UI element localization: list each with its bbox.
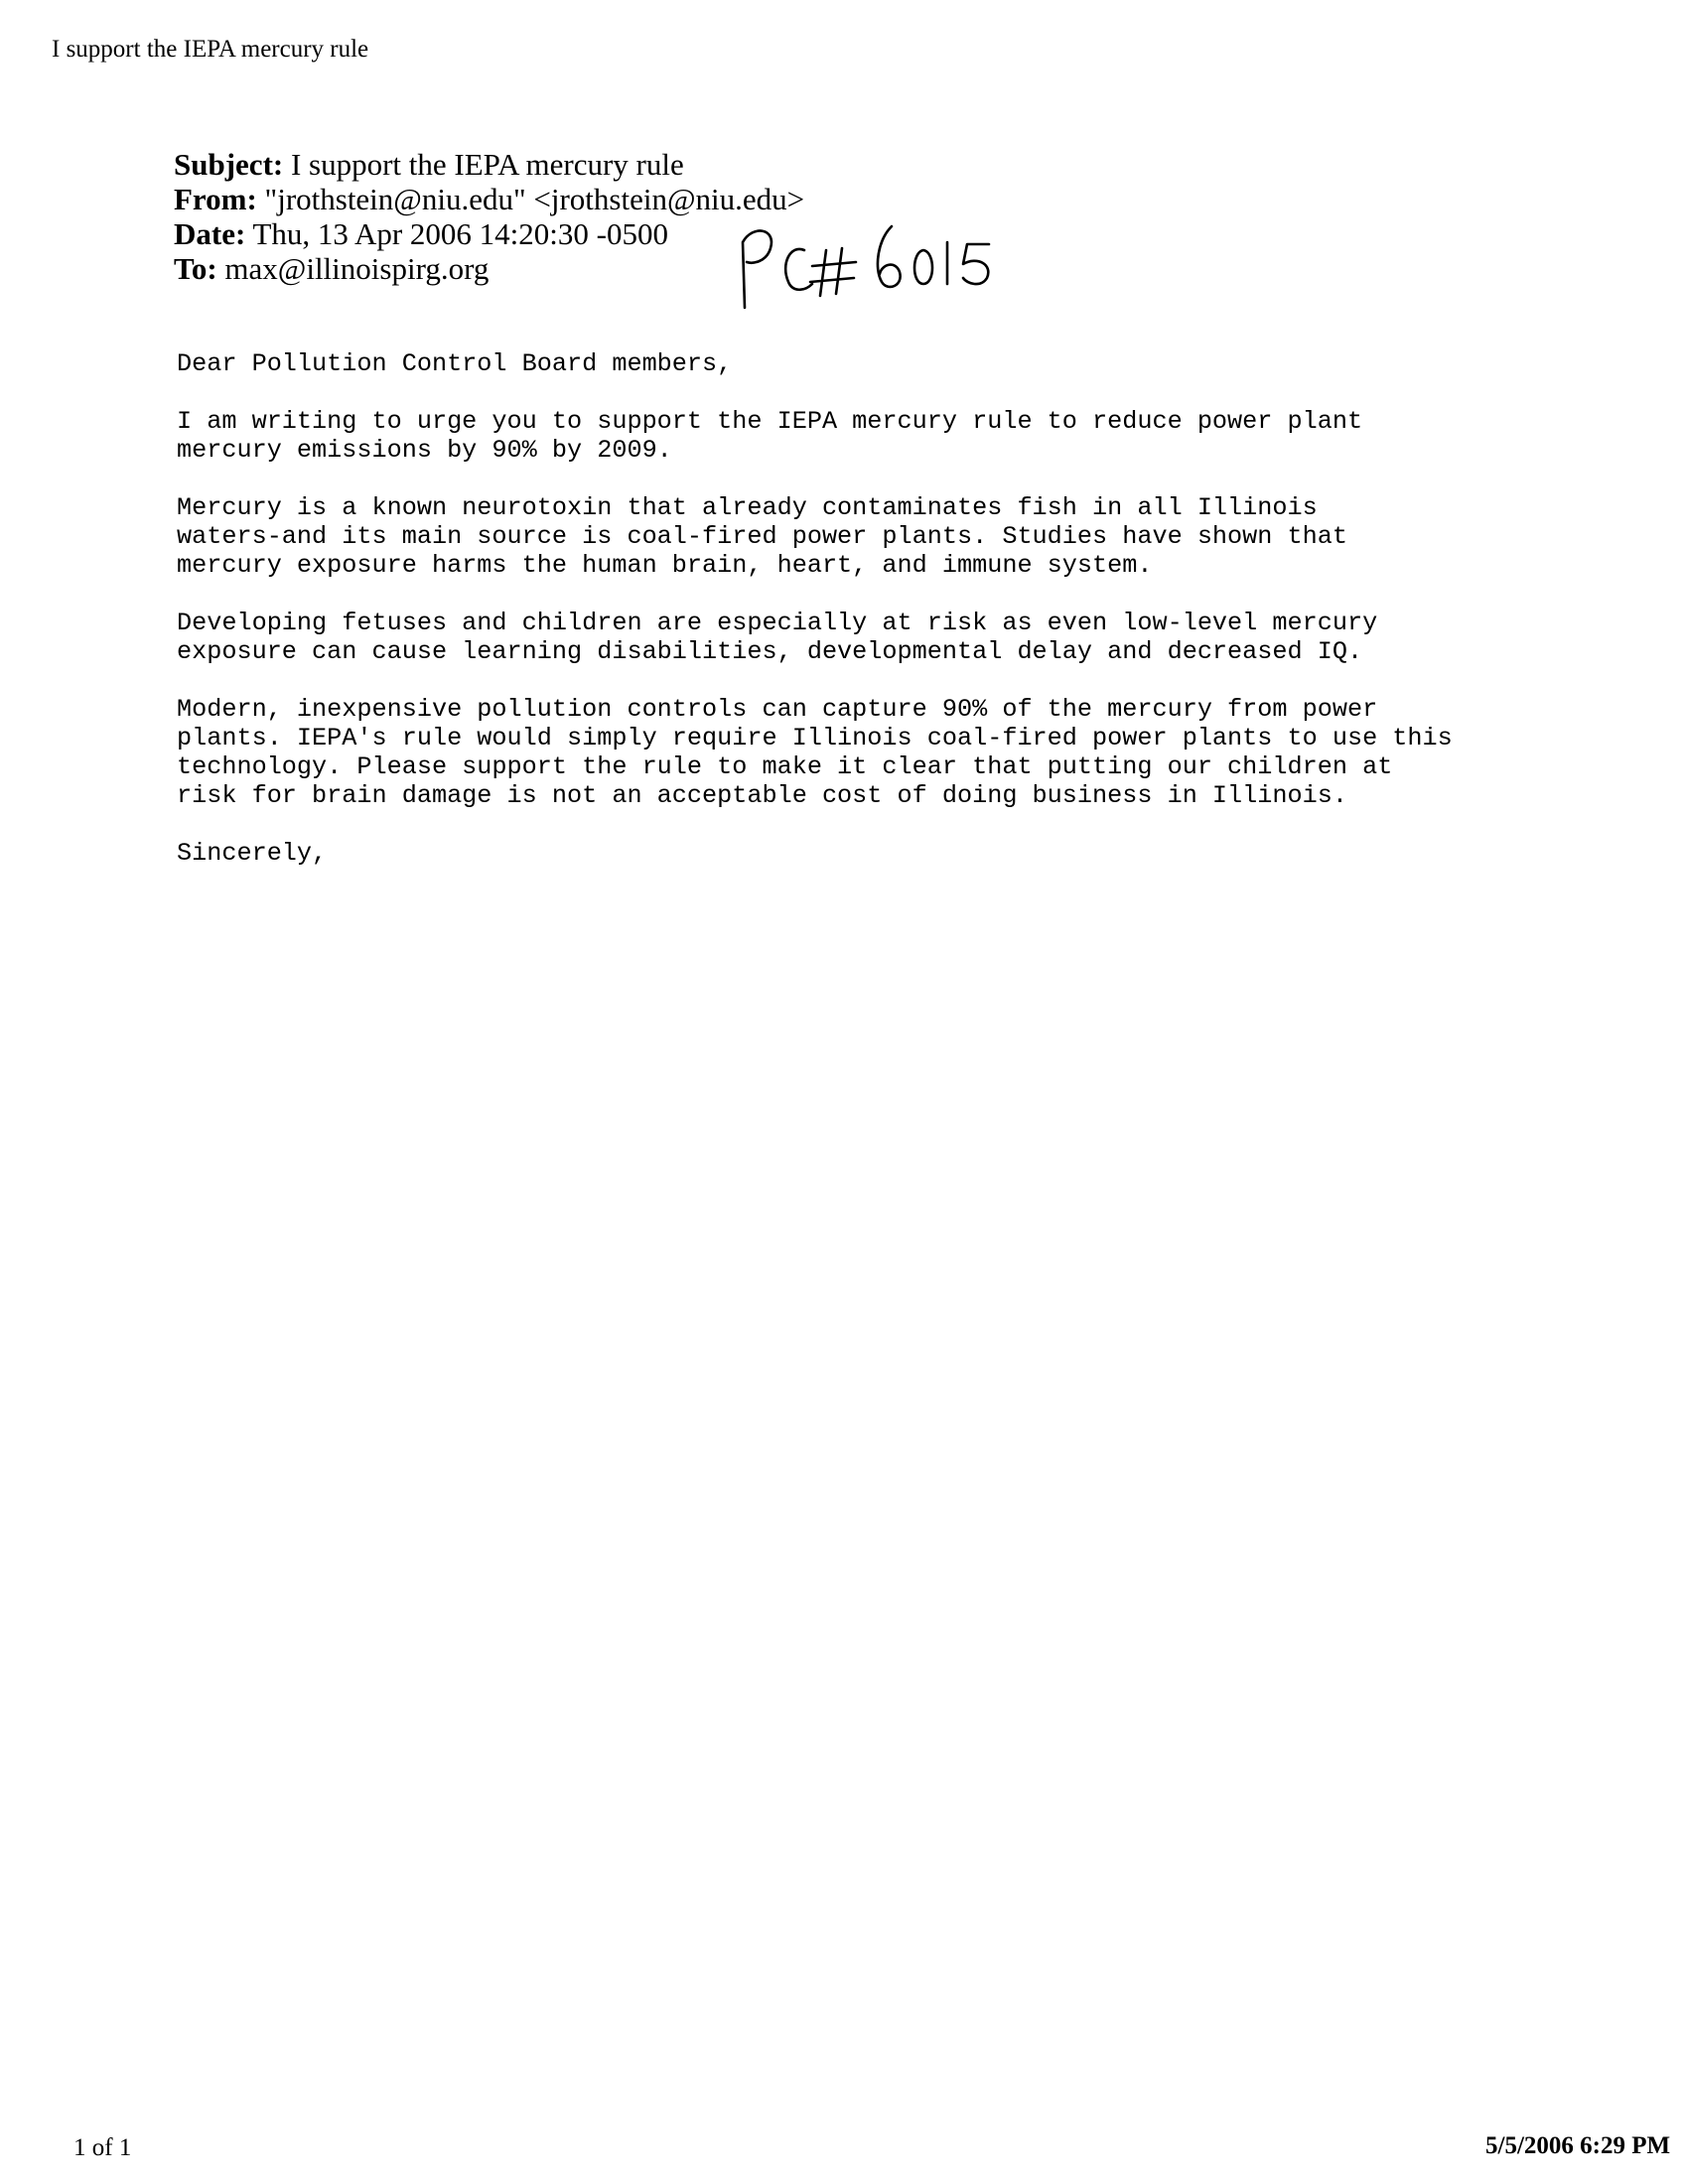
print-timestamp: 5/5/2006 6:29 PM (1485, 2132, 1671, 2159)
subject-value: I support the IEPA mercury rule (290, 147, 684, 182)
greeting: Dear Pollution Control Board members, (177, 349, 733, 378)
to-row (174, 251, 804, 286)
to-value: max@illinoispirg.org (224, 251, 490, 286)
subject-label: Subject: (174, 147, 284, 182)
page-number: 1 of 1 (73, 2134, 132, 2161)
email-body (177, 349, 1567, 896)
date-label: Date: (174, 216, 246, 251)
from-value: "jrothstein@niu.edu" <jrothstein@niu.edu> (264, 182, 805, 216)
from-label: From: (174, 182, 257, 216)
date-row (174, 216, 804, 251)
email-headers (174, 147, 804, 286)
closing: Sincerely, (177, 839, 328, 868)
to-label: To: (174, 251, 217, 286)
from-row (174, 182, 804, 216)
body-paragraph: I am writing to urge you to support the IEPA mercury rule to reduce power plant mercury emissions by 90% by 2009. (177, 407, 1363, 465)
body-paragraph: Mercury is a known neurotoxin that already contaminates fish in all Illinois waters-and its main source is coal-fired power plants. Studies have shown that mercury exposure harms the human brain, heart, and immune system. (177, 493, 1347, 580)
body-paragraph: Modern, inexpensive pollution controls can capture 90% of the mercury from power plants. IEPA's rule would simply require Illinois coal-fired power plants to use this technology. Please support the rule to make it clear that putting our children at risk for brain damage is not an acceptable cost of doing business in Illinois. (177, 695, 1453, 810)
running-header: I support the IEPA mercury rule (52, 36, 369, 63)
date-value: Thu, 13 Apr 2006 14:20:30 -0500 (252, 216, 668, 251)
subject-row (174, 147, 804, 182)
body-paragraph: Developing fetuses and children are especially at risk as even low-level mercury exposure can cause learning disabilities, developmental delay and decreased IQ. (177, 609, 1378, 666)
handwritten-stamp (733, 220, 1001, 320)
